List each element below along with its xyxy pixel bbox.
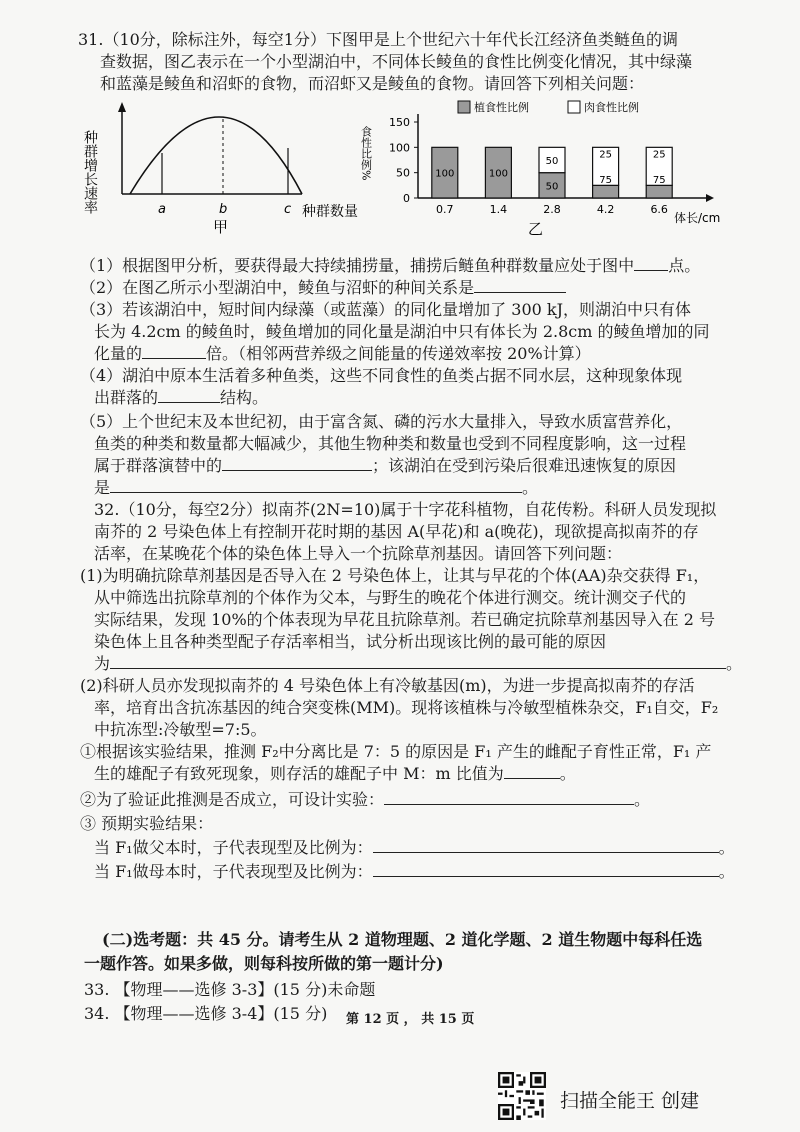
- q32-c3-father-end: 。: [718, 838, 735, 857]
- q32-c1-text: 生的雄配子有致死现象，则存活的雄配子中 M：m 比值为: [94, 764, 504, 783]
- q32-c1-end: 。: [559, 764, 576, 783]
- fig-yi-xtick-label: 1.4: [489, 203, 508, 216]
- q31-s1-blank[interactable]: [634, 256, 668, 271]
- fig-yi-xtick-label: 2.8: [543, 203, 561, 216]
- q31-s4-line-2: [94, 388, 268, 408]
- bar-segment: [593, 185, 619, 198]
- q31-s3-tail: 倍。（相邻两营养级之间能量的传递效率按 20%计算）: [206, 344, 591, 363]
- page-footer: 第 12 页 ， 共 15 页: [346, 1012, 475, 1027]
- q32-p1-line-3: 实际结果，发现 10%的个体表现为早花且抗除草剂。若已确定抗除草剂基因导入在 2 号: [94, 610, 716, 629]
- q32-c3-mother-blank[interactable]: [373, 862, 719, 877]
- q32-c2-blank[interactable]: [384, 790, 634, 805]
- q32-c3-father: [94, 838, 735, 858]
- q31-s5-line-1: （5）上个世纪末及本世纪初，由于富含氮、磷的污水大量排入，导致水质富营养化，: [80, 412, 683, 431]
- q32-p2-line-3: 中抗冻型:冷敏型=7:5。: [94, 720, 267, 739]
- fig-jia-tick-a: a: [158, 202, 166, 217]
- bar-value-label: 50: [545, 181, 559, 193]
- fig-yi-ytick-label: 100: [389, 141, 410, 155]
- fig-jia-xlabel: 种群数量: [302, 204, 358, 220]
- q31-s4-text: 出群落的: [94, 388, 159, 407]
- qr-code-icon: [498, 1072, 546, 1120]
- q32-p1-end: 。: [726, 654, 743, 673]
- fig-jia-tick-c: c: [284, 202, 292, 217]
- q31-line-3: 和蓝藻是鲮鱼和沼虾的食物，而沼虾又是鲮鱼的食物。请回答下列相关问题：: [100, 74, 645, 93]
- figure-jia: [70, 100, 370, 240]
- q32-p1-line-4: 染色体上且各种类型配子存活率相当，试分析出现该比例的最可能的原因: [94, 632, 607, 651]
- q31-s5-lead: 是: [94, 478, 111, 497]
- q31-s5-end: 。: [522, 478, 539, 497]
- q31-s4-line-1: （4）湖泊中原本生活着多种鱼类，这些不同食性的鱼类占据不同水层，这种现象体现: [80, 366, 683, 385]
- q32-c3-line: ③ 预期实验结果：: [80, 814, 214, 833]
- q32-c1-blank[interactable]: [504, 764, 560, 779]
- q32-c2-line: [80, 790, 650, 810]
- q31-s5-line-2: 鱼类的种类和数量都大幅减少，其他生物种类和数量也受到不同程度影响，这一过程: [94, 434, 687, 453]
- q32-p1-line-2: 从中筛选出抗除草剂的个体作为父本，与野生的晚花个体进行测交。统计测交子代的: [94, 588, 687, 607]
- fig-jia-tick-b: b: [219, 202, 228, 217]
- legend-label-herbivore: 植食性比例: [474, 101, 529, 114]
- q31-s1-tail: 点。: [668, 256, 701, 275]
- q31-s3-line-3: [94, 344, 591, 364]
- bar-value-label: 75: [599, 175, 612, 186]
- bar-value-label: 75: [652, 175, 666, 186]
- fig-yi-xtick-label: 0.7: [436, 203, 454, 216]
- scanner-watermark: 扫描全能王 创建: [560, 1090, 700, 1112]
- q32-c3-father-text: 当 F₁做父本时，子代表现型及比例为：: [94, 838, 373, 857]
- figure-yi-chart: [360, 96, 740, 246]
- q32-line-1: 32.（10分，每空2分）拟南芥(2N=10)属于十字花科植物，自花传粉。科研人员发现拟: [94, 500, 717, 519]
- q32-c3-mother-text: 当 F₁做母本时，子代表现型及比例为：: [94, 862, 373, 881]
- q32-p1-line-5: [94, 654, 742, 674]
- fig-yi-xtick-label: 6.6: [650, 203, 668, 216]
- fig-yi-caption: 乙: [528, 220, 544, 238]
- q31-s5-line-4: [94, 478, 538, 498]
- q34-line: 34. 【物理——选修 3-4】(15 分): [84, 1004, 328, 1023]
- legend-swatch-carnivore: [568, 101, 580, 113]
- q31-s5-text: 属于群落演替中的: [94, 456, 223, 475]
- q31-line-2: 查数据，图乙表示在一个小型湖泊中，不同体长鲮鱼的食性比例变化情况，其中绿藻: [100, 52, 693, 71]
- fig-yi-xtick-label: 4.2: [596, 203, 615, 216]
- fig-yi-ytick-label: 0: [403, 192, 410, 205]
- q32-line-2: 南芥的 2 号染色体上有控制开花时期的基因 A(早花)和 a(晚花)，现欲提高拟南芥的存: [94, 522, 699, 541]
- sec2-line-1: (二)选考题：共 45 分。请考生从 2 道物理题、2 道化学题、2 道生物题中每科任选: [102, 930, 703, 949]
- q32-c3-father-blank[interactable]: [373, 838, 719, 853]
- q32-c3-mother-end: 。: [718, 862, 735, 881]
- fig-jia-y-arrow: [118, 102, 126, 112]
- q31-s3-blank[interactable]: [142, 344, 206, 359]
- q31-s3-text: 化量的: [94, 344, 143, 363]
- q31-line-1: 31.（10分，除标注外，每空1分）下图甲是上个世纪六十年代长江经济鱼类鲢鱼的调: [78, 30, 678, 49]
- fig-jia-caption: 甲: [213, 218, 229, 236]
- bar-value-label: 50: [545, 156, 559, 167]
- q31-s2-blank[interactable]: [474, 278, 566, 293]
- bar-value-label: 100: [488, 168, 508, 180]
- legend-label-carnivore: 肉食性比例: [584, 101, 639, 114]
- q31-s4-blank[interactable]: [158, 388, 220, 403]
- q32-p1-lead: 为: [94, 654, 111, 673]
- fig-yi-ylabel: 食性比例%: [360, 126, 373, 181]
- q31-s1: [80, 256, 700, 276]
- q31-s5-mid: ；该湖泊在受到污染后很难迅速恢复的原因: [372, 456, 677, 475]
- q31-s1-text: （1）根据图甲分析，要获得最大持续捕捞量，捕捞后鲢鱼种群数量应处于图中: [80, 256, 635, 275]
- fig-jia-curve: [130, 117, 302, 194]
- bar-value-label: 25: [599, 149, 612, 161]
- q31-s3-line-1: （3）若该湖泊中，短时间内绿藻（或蓝藻）的同化量增加了 300 kJ，则湖泊中只有体: [80, 300, 692, 319]
- sec2-line-2: 一题作答。如果多做，则每科按所做的第一题计分): [84, 954, 444, 973]
- bar-value-label: 25: [652, 149, 666, 161]
- q32-p1-blank[interactable]: [110, 654, 726, 669]
- q32-c1-line-1: ①根据该实验结果，推测 F₂中分离比是 7：5 的原因是 F₁ 产生的雌配子育性正常，F₁ 产: [80, 742, 712, 761]
- q31-s5-blank-2[interactable]: [110, 478, 522, 493]
- fig-yi-ytick-label: 150: [389, 116, 410, 129]
- bar-value-label: 100: [435, 168, 455, 180]
- q32-p2-line-1: (2)科研人员亦发现拟南芥的 4 号染色体上有冷敏基因(m)，为进一步提高拟南芥的存活: [80, 676, 695, 695]
- q32-c1-line-2: [94, 764, 576, 784]
- q32-p1-line-1: (1)为明确抗除草剂基因是否导入在 2 号染色体上，让其与早花的个体(AA)杂交获得 F₁，: [80, 566, 710, 585]
- q32-c2-text: ②为了验证此推测是否成立，可设计实验：: [80, 790, 385, 809]
- fig-yi-xlabel: 体长/cm: [674, 211, 721, 225]
- q33-line: 33. 【物理——选修 3-3】(15 分)未命题: [84, 980, 376, 999]
- q31-s2: [80, 278, 566, 298]
- legend-swatch-herbivore: [458, 101, 470, 113]
- q32-c2-end: 。: [634, 790, 651, 809]
- q31-s5-line-3: [94, 456, 676, 476]
- q31-s4-tail: 结构。: [220, 388, 269, 407]
- bar-segment: [646, 185, 672, 198]
- q32-p2-line-2: 率，培育出含抗冻基因的纯合突变株(MM)。现将该植株与冷敏型植株杂交，F₁自交，F₂: [94, 698, 719, 717]
- fig-yi-ytick-label: 50: [396, 166, 410, 180]
- q31-s2-text: （2）在图乙所示小型湖泊中，鲮鱼与沼虾的种间关系是: [80, 278, 475, 297]
- q31-s5-blank-1[interactable]: [222, 456, 372, 471]
- fig-jia-ylabel: 种群增长速率: [82, 130, 98, 214]
- q32-line-3: 活率，在某晚花个体的染色体上导入一个抗除草剂基因。请回答下列问题：: [94, 544, 623, 563]
- q32-c3-mother: [94, 862, 735, 882]
- q31-s3-line-2: 长为 4.2cm 的鲮鱼时，鲮鱼增加的同化量是湖泊中只有体长为 2.8cm 的鲮鱼增加的同: [94, 322, 710, 341]
- fig-yi-x-arrow: [706, 194, 714, 202]
